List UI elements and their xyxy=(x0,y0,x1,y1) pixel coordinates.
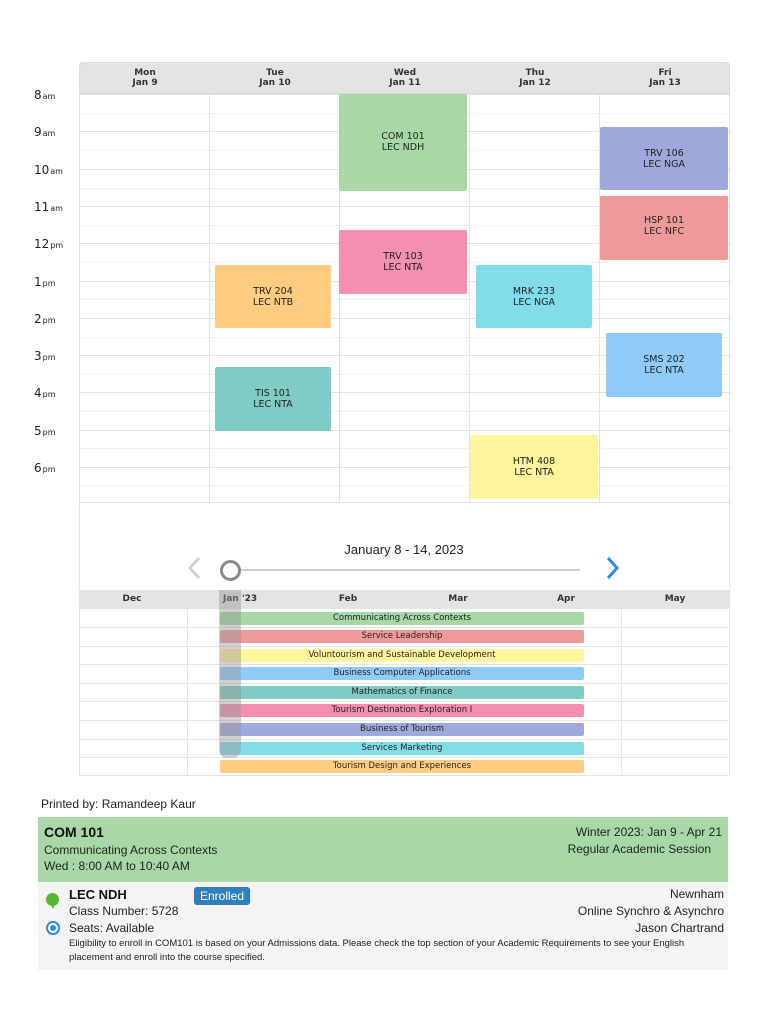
grid-column-divider xyxy=(209,94,210,503)
course-bar-voluntourism[interactable]: Voluntourism and Sustainable Development xyxy=(220,649,584,662)
event-course: TRV 204 xyxy=(253,285,293,297)
course-bar-services-marketing[interactable]: Services Marketing xyxy=(220,742,584,755)
day-name: Wed xyxy=(393,68,417,78)
campus-name: Newnham xyxy=(669,887,724,901)
day-name: Tue xyxy=(266,68,284,78)
timeline-row-line xyxy=(80,646,729,647)
month-label: May xyxy=(664,594,686,604)
day-date: Jan 9 xyxy=(132,78,158,88)
timeline-body xyxy=(79,609,730,776)
instructor-name: Jason Chartrand xyxy=(635,921,724,935)
course-bar-mathematics-of-finance[interactable]: Mathematics of Finance xyxy=(220,686,584,699)
event-trv-204[interactable] xyxy=(215,265,331,328)
event-course: COM 101 xyxy=(381,131,425,142)
event-section: LEC NTA xyxy=(514,467,554,478)
month-label: Apr xyxy=(557,594,575,604)
course-bar-communicating-across-contexts[interactable]: Communicating Across Contexts xyxy=(220,612,584,625)
timeline-row-line xyxy=(80,739,729,740)
course-bar-tourism-destination-exploration[interactable]: Tourism Destination Exploration I xyxy=(220,704,584,717)
event-section: LEC NGA xyxy=(513,296,555,308)
timeline-row-line xyxy=(80,720,729,721)
event-section: LEC NDH xyxy=(381,142,425,153)
course-bar-service-leadership[interactable]: Service Leadership xyxy=(220,630,584,643)
eligibility-note: Eligibility to enroll in COM101 is based on your Admissions data. Please check the top section of your Academic Requirements to see your English placement and enroll into the course specified. xyxy=(69,938,685,963)
event-course: MRK 233 xyxy=(512,285,556,297)
hour-label-1pm: 1pm xyxy=(34,275,56,289)
enrolled-status-badge: Enrolled xyxy=(194,887,250,905)
course-meeting-time: Wed : 8:00 AM to 10:40 AM xyxy=(44,859,190,873)
event-course: TRV 103 xyxy=(383,251,423,262)
course-bar-business-of-tourism[interactable]: Business of Tourism xyxy=(220,723,584,736)
day-header-mon xyxy=(80,63,210,95)
hour-label-8am: 8am xyxy=(34,88,56,102)
chevron-left-icon[interactable] xyxy=(184,554,206,582)
grid-line xyxy=(80,318,731,319)
event-com-101[interactable] xyxy=(339,94,467,191)
event-section: LEC NFC xyxy=(643,226,685,237)
course-session: Regular Academic Session xyxy=(567,842,711,856)
hour-label-2pm: 2pm xyxy=(34,312,56,326)
grid-line xyxy=(80,411,731,412)
event-course: HTM 408 xyxy=(512,456,556,467)
month-label: Feb xyxy=(338,594,358,604)
week-range-label: January 8 - 14, 2023 xyxy=(344,542,464,557)
event-course: TRV 106 xyxy=(644,147,684,159)
timeline-row-line xyxy=(80,664,729,665)
grid-line xyxy=(80,467,731,468)
grid-line xyxy=(80,485,731,486)
delivery-mode: Online Synchro & Asynchro xyxy=(577,904,724,918)
event-hsp-101[interactable] xyxy=(600,196,728,260)
course-summary-header xyxy=(38,817,728,882)
status-dot-stem xyxy=(52,904,54,908)
hour-label-11am: 11am xyxy=(34,200,63,214)
course-bar-business-computer-applications[interactable]: Business Computer Applications xyxy=(220,667,584,680)
day-header-wed xyxy=(340,63,470,95)
timeline-divider xyxy=(187,609,188,776)
event-section: LEC NTA xyxy=(644,365,684,376)
event-sms-202[interactable] xyxy=(606,333,722,397)
event-trv-103[interactable] xyxy=(339,230,467,294)
event-mrk-233[interactable] xyxy=(476,265,592,328)
calendar-day-header xyxy=(79,62,730,94)
timeline-row-line xyxy=(80,701,729,702)
day-date: Jan 12 xyxy=(519,78,551,88)
month-label: Jan '23 xyxy=(222,594,258,604)
event-htm-408[interactable] xyxy=(470,435,598,499)
week-slider-handle[interactable] xyxy=(220,560,241,581)
grid-line xyxy=(80,299,731,300)
class-number: Class Number: 5728 xyxy=(69,904,179,918)
timeline-month-header xyxy=(79,590,730,609)
event-section: LEC NTA xyxy=(383,262,423,273)
day-name: Thu xyxy=(525,68,545,78)
timeline-divider xyxy=(621,609,622,776)
hour-label-9am: 9am xyxy=(34,125,56,139)
month-label: Dec xyxy=(122,594,142,604)
day-date: Jan 13 xyxy=(649,78,681,88)
hour-label-10am: 10am xyxy=(34,163,63,177)
grid-line xyxy=(80,448,731,449)
day-date: Jan 10 xyxy=(259,78,291,88)
hour-label-5pm: 5pm xyxy=(34,424,56,438)
timeline-row-line xyxy=(80,627,729,628)
event-section: LEC NTB xyxy=(252,296,294,308)
day-header-tue xyxy=(210,63,340,95)
hour-label-6pm: 6pm xyxy=(34,461,56,475)
hour-label-4pm: 4pm xyxy=(34,386,56,400)
section-detail xyxy=(38,882,728,970)
day-name: Fri xyxy=(658,68,672,78)
hour-label-3pm: 3pm xyxy=(34,349,56,363)
event-section: LEC NTA xyxy=(253,399,293,410)
event-course: SMS 202 xyxy=(643,354,685,365)
event-course: TIS 101 xyxy=(255,388,291,399)
timeline-row-line xyxy=(80,683,729,684)
month-label: Mar xyxy=(448,594,468,604)
day-date: Jan 11 xyxy=(389,78,421,88)
day-name: Mon xyxy=(134,68,156,78)
chevron-right-icon[interactable] xyxy=(601,554,623,582)
seats-availability: Seats: Available xyxy=(69,921,155,935)
course-code: COM 101 xyxy=(44,824,104,840)
event-tis-101[interactable] xyxy=(215,367,331,431)
hour-label-12pm: 12pm xyxy=(34,237,64,251)
day-header-fri xyxy=(600,63,730,95)
radio-selected-icon[interactable] xyxy=(46,921,60,935)
grid-line xyxy=(80,430,731,431)
event-trv-106[interactable] xyxy=(600,127,728,190)
day-header-thu xyxy=(470,63,600,95)
event-section: LEC NGA xyxy=(643,158,685,170)
timeline-row-line xyxy=(80,757,729,758)
timeline-week-window[interactable] xyxy=(219,590,241,758)
course-title: Communicating Across Contexts xyxy=(44,843,218,857)
course-bar-tourism-design[interactable]: Tourism Design and Experiences xyxy=(220,760,584,773)
event-course: HSP 101 xyxy=(643,215,685,226)
course-term: Winter 2023: Jan 9 - Apr 21 xyxy=(575,825,722,839)
section-name: LEC NDH xyxy=(69,887,127,902)
week-slider-track[interactable] xyxy=(240,569,580,571)
printed-by-label: Printed by: Ramandeep Kaur xyxy=(41,797,196,811)
